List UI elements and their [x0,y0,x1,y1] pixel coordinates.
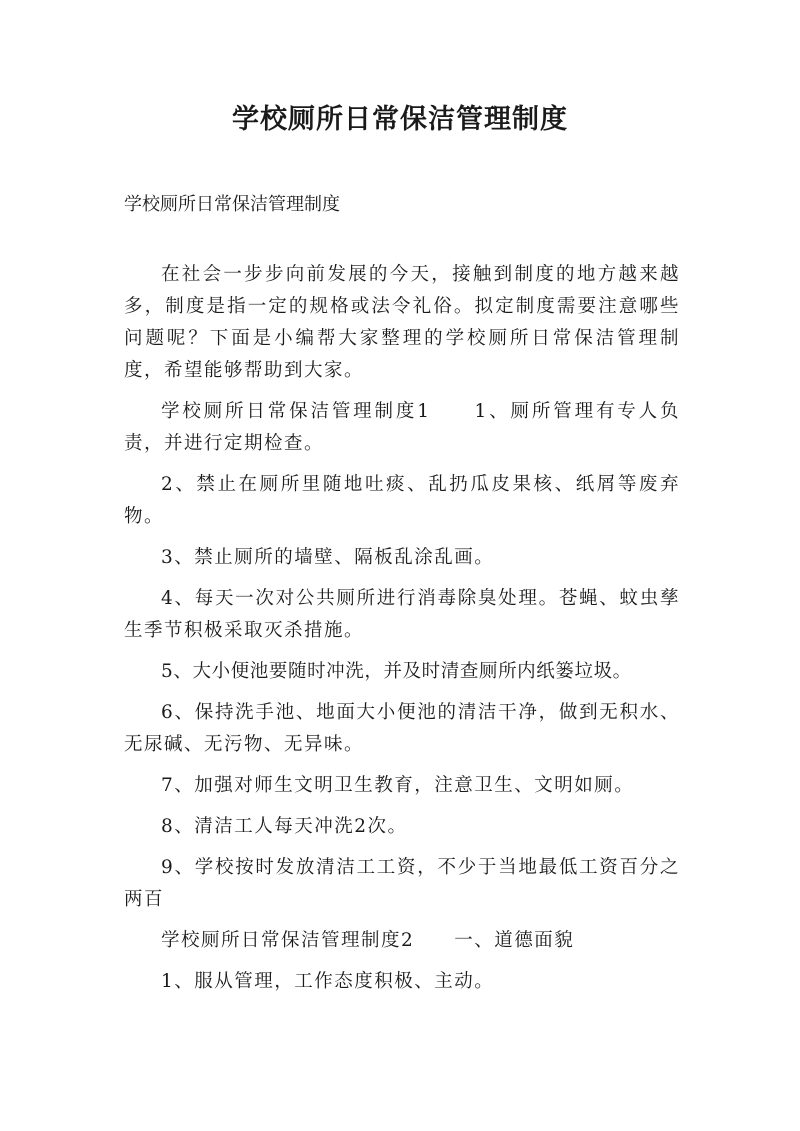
rule-paragraph: 4、每天一次对公共厕所进行消毒除臭处理。苍蝇、蚊虫孳生季节积极采取灭杀措施。 [124,588,680,641]
rule-paragraph: 7、加强对师生文明卫生教育，注意卫生、文明如厕。 [161,775,635,796]
rule-paragraph: 5、大小便池要随时冲洗，并及时清查厕所内纸篓垃圾。 [161,661,632,682]
rule-paragraph: 1、服从管理，工作态度积极、主动。 [161,971,495,992]
rule-paragraph: 8、清洁工人每天冲洗2次。 [161,816,408,837]
document-subtitle: 学校厕所日常保洁管理制度 [124,194,340,215]
rule-paragraph: 9、学校按时发放清洁工工资，不少于当地最低工资百分之两百 [124,857,680,910]
section-1-heading-paragraph: 学校厕所日常保洁管理制度1 1、厕所管理有专人负责，并进行定期检查。 [124,401,680,454]
section-2-heading-paragraph: 学校厕所日常保洁管理制度2 一、道德面貌 [161,930,575,951]
document-body [124,259,680,1007]
document-title: 学校厕所日常保洁管理制度 [232,104,568,135]
rule-paragraph: 3、禁止厕所的墙壁、隔板乱涂乱画。 [161,547,495,568]
intro-paragraph: 在社会一步步向前发展的今天，接触到制度的地方越来越多，制度是指一定的规格或法令礼俗。拟定制度需要注意哪些问题呢？下面是小编帮大家整理的学校厕所日常保洁管理制度，希望能够帮助到大家。 [124,264,680,381]
rule-paragraph: 2、禁止在厕所里随地吐痰、乱扔瓜皮果核、纸屑等废弃物。 [124,474,680,527]
rule-paragraph: 6、保持洗手池、地面大小便池的清洁干净，做到无积水、无尿碱、无污物、无异味。 [124,702,680,755]
